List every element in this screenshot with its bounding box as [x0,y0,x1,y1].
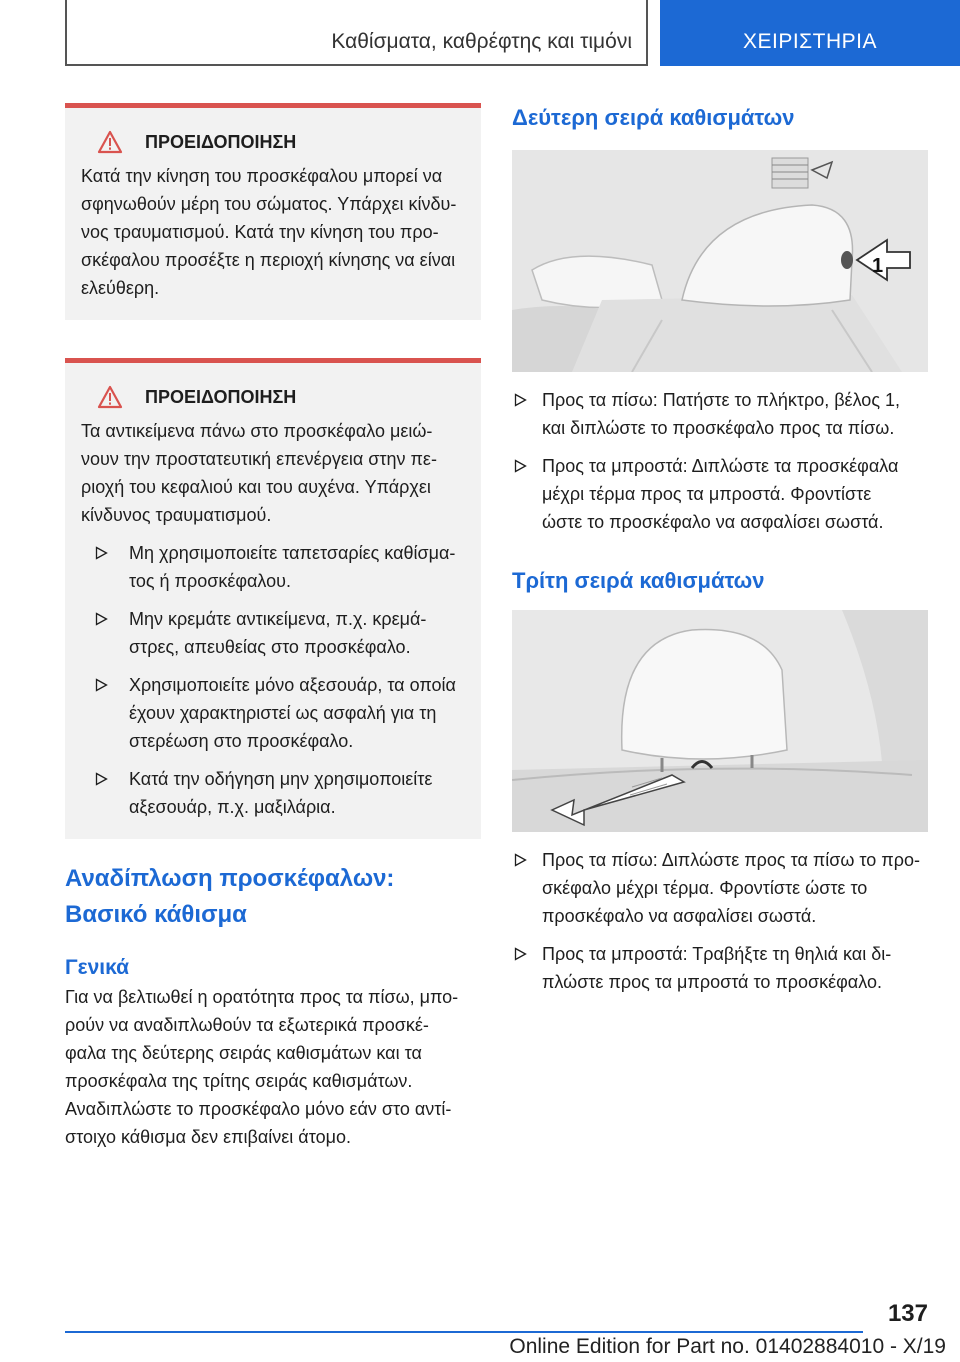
list-item: Μη χρησιμοποιείτε ταπετσαρίες καθίσμα- τος ή προσκέφαλου. [81,539,465,595]
warning-triangle-icon [97,385,123,409]
bullet-triangle-icon [514,947,527,961]
list-item: Χρησιμοποιείτε μόνο αξεσουάρ, τα οποία έχουν χαρακτηριστεί ως ασφαλή για τη στερέωση στο προσκέφαλο. [81,671,465,755]
second-row-headrest-figure [512,150,928,372]
section-heading-second-row: Δεύτερη σειρά καθισμάτων [512,105,795,130]
warning-bullet-list [81,539,465,821]
list-item: Προς τα πίσω: Πατήστε το πλήκτρο, βέλος 1, και διπλώστε το προσκέφαλο προς τα πίσω. [512,386,928,442]
right-column [512,103,928,1006]
edition-footer: Online Edition for Part no. 01402884010 - X/19 [509,1335,946,1358]
list-item: Μην κρεμάτε αντικείμενα, π.χ. κρεμά- στρες, απευθείας στο προσκέφαλο. [81,605,465,661]
third-row-bullet-list [512,846,928,996]
page-number: 137 [887,1300,928,1327]
bullet-triangle-icon [514,853,527,867]
warning-text: Τα αντικείμενα πάνω στο προσκέφαλο μειώ- νουν την προστατευτική επενέργεια στην πε- ριοχή του κεφαλιού και του αυχένα. Υπάρχει κίνδυνος τραυματισμού. [81,421,437,525]
bullet-triangle-icon [95,772,108,786]
list-item: Προς τα μπροστά: Διπλώστε τα προσκέφαλα μέχρι τέρμα προς τα μπροστά. Φροντίστε ώστε το προσκέφαλο να ασφαλίσει σωστά. [512,452,928,536]
chapter-title: Καθίσματα, καθρέφτης και τιμόνι [65,0,648,66]
list-item: Προς τα πίσω: Διπλώστε προς τα πίσω το προ- σκέφαλο μέχρι τέρμα. Φροντίστε ώστε το προσκέφαλο να ασφαλίσει σωστά. [512,846,928,930]
headrest-illustration [512,150,928,372]
section-heading-folding: Αναδίπλωση προσκέφαλων: Βασικό κάθισμα [65,865,395,928]
bullet-triangle-icon [95,546,108,560]
warning-triangle-icon [97,130,123,154]
warning-box-2 [65,358,481,839]
left-column [65,103,481,1151]
warning-box-1 [65,103,481,320]
bullet-triangle-icon [514,393,527,407]
list-item: Κατά την οδήγηση μην χρησιμοποιείτε αξεσουάρ, π.χ. μαξιλάρια. [81,765,465,821]
headrest-illustration [512,610,928,832]
bullet-triangle-icon [514,459,527,473]
second-row-bullet-list [512,386,928,536]
folding-body-text: Για να βελτιωθεί η ορατότητα προς τα πίσω, μπο- ρούν να αναδιπλωθούν τα εξωτερικά προσκέ- φαλα της δεύτερης σειράς καθισμάτων και τα προσκέφαλα της τρίτης σειράς καθισμάτων. Αναδιπλώστε το προσκέφαλο μόνο εάν στο αντί- στοιχο κάθισμα δεν επιβαίνει άτομο. [65,987,459,1147]
subheading-general: Γενικά [65,956,130,979]
bullet-triangle-icon [95,678,108,692]
list-item: Προς τα μπροστά: Τραβήξτε τη θηλιά και δι- πλώστε προς τα μπροστά το προσκέφαλο. [512,940,928,996]
warning-title: ΠΡΟΕΙΔΟΠΟΙΗΣΗ [81,130,465,154]
warning-text: Κατά την κίνηση του προσκέφαλου μπορεί να σφηνωθούν μέρη του σώματος. Υπάρχει κίνδυ- νος τραυματισμού. Κατά την κίνηση του προ- σκέφαλου προσέξτε η περιοχή κίνησης να είναι ελεύθερη. [81,166,457,298]
section-heading-third-row: Τρίτη σειρά καθισμάτων [512,568,765,593]
bullet-triangle-icon [95,612,108,626]
page-header [65,0,960,66]
section-tab: ΧΕΙΡΙΣΤΗΡΙΑ [660,0,960,66]
warning-title: ΠΡΟΕΙΔΟΠΟΙΗΣΗ [81,385,465,409]
footer-divider [65,1331,863,1333]
third-row-headrest-figure [512,610,928,832]
figure-callout-label: 1 [872,255,884,277]
